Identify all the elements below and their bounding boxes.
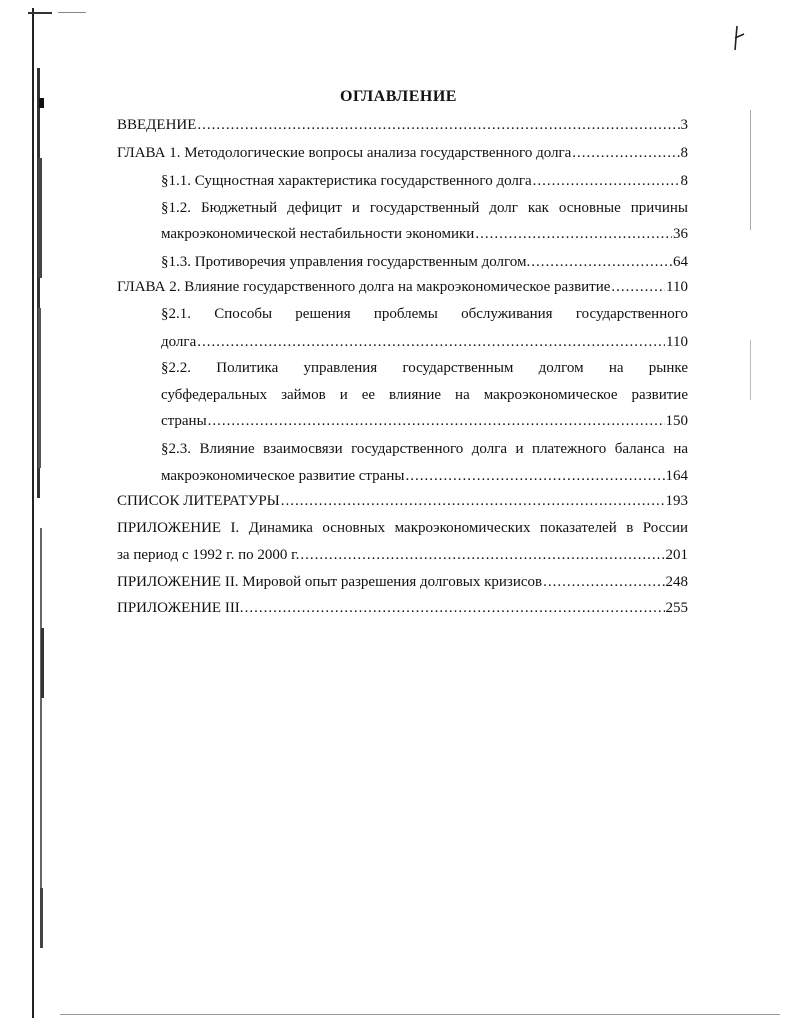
toc-label: ГЛАВА 2. Влияние государственного долга на макроэкономическое развитие bbox=[117, 279, 611, 295]
toc-leader bbox=[281, 492, 665, 510]
toc-leader bbox=[208, 412, 665, 430]
toc-entry-section-1-2-line1: §1.2. Бюджетный дефицит и государственный долг как основные причины bbox=[161, 200, 688, 216]
toc-leader bbox=[197, 333, 665, 351]
toc-leader bbox=[405, 467, 664, 485]
toc-label: макроэкономической нестабильности экономики bbox=[161, 226, 475, 242]
scan-edge-left bbox=[30, 8, 56, 1018]
toc-label: ВВЕДЕНИЕ bbox=[117, 117, 197, 133]
toc-leader bbox=[300, 546, 664, 564]
toc-label: ПРИЛОЖЕНИЕ III. bbox=[117, 600, 244, 616]
toc-entry-section-2-2-line1: §2.2. Политика управления государственным долгом на рынке bbox=[161, 360, 688, 376]
toc-entry-section-2-2-line2: субфедеральных займов и ее влияние на макроэкономическое развитие bbox=[161, 387, 688, 403]
toc-entry-bibliography bbox=[117, 492, 688, 510]
toc-page: 164 bbox=[665, 468, 688, 484]
toc-entry-appendix-3 bbox=[117, 599, 688, 617]
toc-label: за период с 1992 г. по 2000 г. bbox=[117, 547, 300, 563]
toc-entry-intro bbox=[117, 116, 688, 134]
toc-entry-chapter-2 bbox=[117, 278, 688, 296]
toc-page: 110 bbox=[666, 334, 688, 350]
toc-entry-section-1-2 bbox=[161, 225, 688, 243]
toc-entry-section-2-3-line1: §2.3. Влияние взаимосвязи государственного долга и платежного баланса на bbox=[161, 441, 688, 457]
toc-leader bbox=[245, 599, 665, 617]
toc-label: ПРИЛОЖЕНИЕ II. Мировой опыт разрешения долговых кризисов bbox=[117, 574, 543, 590]
toc-entry-section-1-1 bbox=[161, 172, 688, 190]
toc-label: макроэкономическое развитие страны bbox=[161, 468, 405, 484]
toc-leader bbox=[543, 573, 664, 591]
toc-page: 3 bbox=[680, 117, 688, 133]
toc-page: 8 bbox=[680, 173, 688, 189]
toc-leader bbox=[572, 144, 679, 162]
toc-entry-appendix-2 bbox=[117, 573, 688, 591]
toc-page: 64 bbox=[673, 254, 688, 270]
toc-label: §1.1. Сущностная характеристика государственного долга bbox=[161, 173, 532, 189]
toc-leader bbox=[531, 253, 672, 271]
scan-edge-bottom bbox=[60, 1012, 780, 1016]
toc-page: 255 bbox=[665, 600, 688, 616]
toc-label: страны bbox=[161, 413, 207, 429]
toc-entry-section-2-2 bbox=[161, 412, 688, 430]
toc-leader bbox=[611, 278, 665, 296]
toc-page: 248 bbox=[665, 574, 688, 590]
toc-entry-chapter-1 bbox=[117, 144, 688, 162]
toc-entry-section-1-3 bbox=[161, 253, 688, 271]
toc-label: долга bbox=[161, 334, 197, 350]
toc-page: 193 bbox=[665, 493, 688, 509]
toc-leader bbox=[197, 116, 679, 134]
toc-page: 150 bbox=[665, 413, 688, 429]
toc-page: 36 bbox=[673, 226, 688, 242]
scan-edge-top bbox=[28, 10, 88, 16]
toc-page: 8 bbox=[680, 145, 688, 161]
toc-entry-section-2-1 bbox=[161, 333, 688, 351]
toc-leader bbox=[533, 172, 680, 190]
toc-label: ГЛАВА 1. Методологические вопросы анализа государственного долга bbox=[117, 145, 572, 161]
toc-entry-appendix-1 bbox=[117, 546, 688, 564]
toc-title: ОГЛАВЛЕНИЕ bbox=[340, 88, 457, 105]
toc-entry-section-2-1-line1: §2.1. Способы решения проблемы обслуживания государственного bbox=[161, 306, 688, 322]
scan-edge-right bbox=[749, 100, 753, 420]
toc-page: 201 bbox=[665, 547, 688, 563]
handwritten-page-mark bbox=[728, 24, 750, 52]
toc-entry-section-2-3 bbox=[161, 467, 688, 485]
toc-label: §1.3. Противоречия управления государственным долгом. bbox=[161, 254, 531, 270]
toc-page: 110 bbox=[666, 279, 688, 295]
toc-label: СПИСОК ЛИТЕРАТУРЫ bbox=[117, 493, 280, 509]
toc-entry-appendix-1-line1: ПРИЛОЖЕНИЕ I. Динамика основных макроэкономических показателей в России bbox=[117, 520, 688, 536]
toc-leader bbox=[475, 225, 672, 243]
